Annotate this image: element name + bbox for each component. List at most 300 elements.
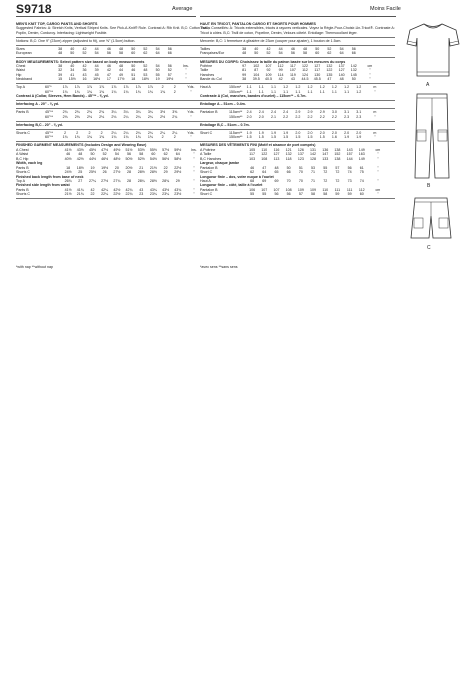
row-label: Poitrine — [200, 63, 213, 68]
row-value: 42 — [82, 63, 87, 68]
row-value: 57 — [335, 165, 340, 170]
table-divider — [16, 45, 211, 46]
row-value: 39 — [94, 68, 99, 73]
yardage-value: 1.1 — [246, 85, 252, 90]
row-value: 54 — [114, 152, 119, 157]
yardage-value: 1.5 — [319, 135, 325, 140]
row-value: 17½ — [117, 77, 125, 82]
notions-text: Mercerie: B,C: 1 fermeture à glissière de 23cm (couper pour ajuster), 1 bouton de 1.5cm. — [200, 38, 342, 43]
yardage-value: 3¼ — [147, 110, 153, 115]
row-value: 123 — [297, 156, 304, 161]
euro-value: 56 — [106, 51, 111, 56]
yardage-fabric-width: 60"** — [45, 135, 54, 140]
row-value: 48 — [274, 165, 279, 170]
yardage-value: 1¾ — [111, 135, 117, 140]
interfacingBC-text: Entoilage B,C – 51cm – 0.7m. — [200, 122, 250, 127]
row-unit: " — [185, 72, 187, 77]
row-value: 42½ — [76, 156, 84, 161]
row-unit: " — [185, 77, 187, 82]
table-divider — [200, 45, 395, 46]
row-value: 109 — [310, 187, 317, 192]
row-value: 70 — [286, 179, 291, 184]
row-value: 36 — [82, 68, 87, 73]
row-label: Taille — [200, 68, 209, 73]
row-value: 27½ — [101, 179, 109, 184]
table-divider — [16, 108, 211, 109]
yardage-value: 1⅞ — [99, 85, 105, 90]
yardage-value: 1⅞ — [86, 85, 92, 90]
row-value: 32 — [58, 68, 63, 73]
yardage-value: 1.5 — [258, 135, 264, 140]
row-value: 127 — [338, 68, 345, 73]
row-value: 68 — [250, 179, 255, 184]
row-value: 54 — [155, 63, 160, 68]
title-text: MEN'S KNIT TOP, CARGO PANTS AND SHORTS — [16, 22, 98, 26]
row-value: 142 — [350, 63, 357, 68]
sizes-value: 54 — [339, 47, 344, 51]
yardage-value: 1.2 — [319, 85, 325, 90]
row-value: 157 — [346, 152, 353, 157]
row-unit: Ins. — [190, 147, 197, 152]
row-value: 122 — [326, 68, 333, 73]
euro-value: 62 — [327, 51, 332, 56]
row-value: 44.5 — [301, 77, 309, 82]
row-label: A Waist — [16, 152, 29, 157]
row-unit: " — [377, 192, 379, 197]
euro-value: 62 — [143, 51, 148, 56]
sketch-pants-b — [414, 92, 450, 180]
row-value: 27½ — [113, 170, 121, 175]
row-value: 42 — [106, 68, 111, 73]
row-value: 103 — [249, 156, 256, 161]
euro-label: European — [16, 51, 32, 56]
row-value: 52 — [102, 152, 107, 157]
row-value: 133 — [322, 156, 329, 161]
yardage-value: 3¼ — [111, 110, 117, 115]
row-value: 18 — [66, 165, 71, 170]
yardage-value: 2 — [173, 85, 176, 90]
row-value: 114 — [277, 72, 284, 77]
row-value: 70 — [298, 179, 303, 184]
row-value: 50 — [131, 63, 136, 68]
row-value: 43¾ — [174, 187, 182, 192]
row-value: 45½ — [88, 147, 96, 152]
yardage-value: 2.0 — [246, 114, 252, 119]
row-value: 40½ — [64, 156, 72, 161]
yardage-value: 1¾ — [135, 135, 141, 140]
row-value: 53 — [311, 165, 316, 170]
row-value: 51 — [298, 165, 303, 170]
yardage-value: 1¾ — [160, 89, 166, 94]
yardage-unit: " — [190, 114, 192, 119]
yardage-value: 1¾ — [62, 89, 68, 94]
row-value: 23½ — [174, 192, 182, 197]
yardage-value: 1¾ — [123, 89, 129, 94]
row-label: Hip — [16, 72, 22, 77]
row-value: 53½ — [137, 147, 145, 152]
sizes-value: 44 — [94, 47, 99, 51]
row-value: 29½ — [174, 170, 182, 175]
row-value: 47 — [327, 77, 332, 82]
euro-value: 66 — [351, 51, 356, 56]
yardage-value: 3.0 — [331, 110, 337, 115]
row-value: 16 — [82, 77, 87, 82]
row-value: 42 — [278, 77, 283, 82]
euro-value: 50 — [70, 51, 75, 56]
euro-value: 50 — [254, 51, 259, 56]
table-divider — [16, 37, 211, 38]
table-divider — [200, 57, 395, 58]
yardage-value: 2 — [161, 85, 164, 90]
row-value: 54½ — [149, 156, 157, 161]
yardage-value: 2¼ — [147, 114, 153, 119]
row-value: 47 — [106, 72, 111, 77]
yardage-unit: " — [374, 114, 376, 119]
row-value: 72 — [335, 170, 340, 175]
row-value: 87 — [254, 68, 259, 73]
row-value: 22¼ — [101, 192, 109, 197]
row-value: 109 — [297, 187, 304, 192]
yardage-fabric-width: 150cm* — [229, 85, 242, 90]
row-value: 112 — [358, 187, 365, 192]
row-value: 59 — [347, 192, 352, 197]
row-value: 111 — [346, 187, 353, 192]
row-value: 107 — [265, 63, 272, 68]
sizes-value: 56 — [351, 47, 356, 51]
yardage-value: 2 — [173, 135, 176, 140]
row-label: Bande du Col — [200, 77, 222, 82]
yardage-fabric-width: 115cm** — [229, 110, 243, 115]
row-value: 41½ — [64, 187, 72, 192]
table-divider — [16, 57, 211, 58]
row-value: 28 — [127, 170, 132, 175]
sizes-value: 40 — [254, 47, 259, 51]
suggested-text: Suggested Fabrics: A: Stretch Knits, Vertical Striped Knits. See Pick-A-Knit® Rule. Contrast A: Rib Knit. B,C: Cotton Twill, Poplin, Denim, Corduroy. Interfacing: Lightweight Fusible. — [16, 26, 209, 35]
row-value: 56½ — [162, 156, 170, 161]
sizes-label: Tailles — [200, 47, 210, 51]
row-value: 21 — [139, 165, 144, 170]
yardage-value: 2 — [76, 130, 79, 135]
yardage-value: 2¼ — [123, 130, 129, 135]
yardage-value: 2.1 — [270, 114, 276, 119]
header-rule-fr — [200, 16, 396, 17]
sketch-shorts-c — [410, 196, 452, 242]
yardage-value: 1.2 — [356, 89, 362, 94]
sizes-value: 42 — [82, 47, 87, 51]
row-value: 99 — [242, 72, 247, 77]
yardage-row — [200, 115, 395, 119]
row-value: 50 — [286, 165, 291, 170]
row-label: Short C — [200, 192, 213, 197]
yardage-value: 2.2 — [319, 114, 325, 119]
yardage-value: 1.5 — [283, 135, 289, 140]
yardage-value: 3¼ — [123, 110, 129, 115]
row-value: 21½ — [64, 192, 72, 197]
row-value: 22 — [90, 192, 95, 197]
row-value: 116 — [273, 147, 280, 152]
yardage-value: 1.1 — [295, 89, 301, 94]
yardage-value: 1⅞ — [123, 85, 129, 90]
yardage-value: 1.9 — [246, 130, 252, 135]
row-label: Haut A — [200, 179, 211, 184]
euro-label: Françaises/Eur — [200, 51, 225, 56]
row-unit: " — [193, 165, 195, 170]
row-label: Pants B — [16, 187, 29, 192]
row-value: 48½ — [113, 156, 121, 161]
row-value: 45.5 — [313, 77, 321, 82]
row-value: 46 — [66, 152, 71, 157]
table-row — [16, 157, 211, 161]
french-chart — [200, 22, 395, 200]
row-value: 28 — [127, 179, 132, 184]
yardage-value: 1.1 — [283, 89, 289, 94]
table-divider — [16, 198, 211, 199]
yardage-value: 2¾ — [62, 110, 68, 115]
table-divider — [16, 141, 211, 142]
row-value: 81 — [242, 68, 247, 73]
row-value: 110 — [322, 187, 329, 192]
row-unit: " — [377, 170, 379, 175]
yardage-spacer — [200, 115, 229, 119]
yardage-fabric-width: 150cm** — [229, 114, 243, 119]
row-value: 58 — [139, 152, 144, 157]
yardage-value: 1.1 — [319, 89, 325, 94]
row-value: 25½ — [88, 170, 96, 175]
row-value: 108 — [285, 187, 292, 192]
yardage-value: 1⅞ — [111, 85, 117, 90]
row-value: 51 — [131, 72, 136, 77]
euro-value: 66 — [167, 51, 172, 56]
row-value: 56 — [286, 192, 291, 197]
row-value: 29 — [163, 170, 168, 175]
yardage-value: 2.3 — [344, 114, 350, 119]
row-value: 17 — [106, 77, 111, 82]
row-value: 69 — [262, 179, 267, 184]
yardage-value: 2.9 — [307, 110, 313, 115]
table-row — [16, 192, 211, 196]
yardage-value: 1.1 — [331, 89, 337, 94]
row-value: 128 — [310, 156, 317, 161]
row-value: 22½ — [174, 165, 182, 170]
row-value: 137 — [338, 63, 345, 68]
row-value: 43 — [290, 77, 295, 82]
row-value: 42¾ — [125, 187, 133, 192]
row-value: 42 — [90, 187, 95, 192]
euro-value: 48 — [242, 51, 247, 56]
row-label: Pants B — [16, 165, 29, 170]
yardage-value: 1.9 — [356, 135, 362, 140]
sizes-value: 38 — [242, 47, 247, 51]
row-value: 19 — [155, 77, 160, 82]
yardage-value: 1⅞ — [62, 85, 68, 90]
yardage-value: 1.9 — [283, 130, 289, 135]
row-value: 132 — [326, 63, 333, 68]
row-value: 15 — [58, 77, 63, 82]
row-value: 71 — [311, 170, 316, 175]
yardage-value: 2.0 — [307, 130, 313, 135]
yardage-unit: " — [374, 89, 376, 94]
row-label: Pantalon B — [200, 165, 218, 170]
yardage-value: 1.2 — [356, 85, 362, 90]
yardage-row — [16, 135, 211, 139]
interfacingBC-text: Interfacing B,C - 20" - ⅜ yd. — [16, 122, 63, 127]
row-value: 23¼ — [162, 192, 170, 197]
row-value: 57 — [167, 72, 172, 77]
yardage-view-label: Short C — [200, 130, 213, 135]
row-value: 26¾ — [64, 179, 72, 184]
row-value: 92 — [266, 68, 271, 73]
table-divider — [200, 141, 395, 142]
yardage-value: 2⅛ — [111, 114, 117, 119]
row-value: 106 — [249, 187, 256, 192]
header-rule-en — [16, 16, 196, 17]
sizes-value: 56 — [167, 47, 172, 51]
row-value: 59 — [335, 192, 340, 197]
row-value: 127 — [314, 63, 321, 68]
row-value: 55 — [323, 165, 328, 170]
table-divider — [16, 100, 211, 101]
yardage-value: 2¾ — [86, 110, 92, 115]
row-value: 19½ — [166, 77, 174, 82]
row-value: 57½ — [162, 147, 170, 152]
row-value: 127 — [273, 152, 280, 157]
row-value: 50½ — [125, 156, 133, 161]
row-value: 144 — [346, 156, 353, 161]
row-value: 124 — [302, 72, 309, 77]
yardage-value: 1¾ — [111, 89, 117, 94]
row-value: 75 — [359, 170, 364, 175]
yardage-value: 1¾ — [62, 135, 68, 140]
yardage-value: 2.4 — [283, 110, 289, 115]
yardage-value: 2¼ — [123, 114, 129, 119]
yardage-value: 1¾ — [99, 89, 105, 94]
table-divider — [200, 198, 395, 199]
yardage-value: 2.2 — [295, 114, 301, 119]
yardage-value: 2.0 — [319, 130, 325, 135]
row-value: 27¾ — [113, 179, 121, 184]
sizes-value: 46 — [106, 47, 111, 51]
row-value: 66 — [286, 170, 291, 175]
row-value: 50 — [155, 68, 160, 73]
row-value: 43¼ — [149, 187, 157, 192]
back-length-text: Longueur finie – dos, votre nuque à l'ourlet — [200, 174, 274, 179]
row-value: 112 — [277, 63, 284, 68]
row-value: 122 — [302, 63, 309, 68]
row-value: 109 — [265, 72, 272, 77]
row-value: 74 — [359, 179, 364, 184]
yardage-unit: m — [373, 130, 377, 135]
row-value: 117 — [249, 152, 255, 157]
row-unit: cm — [375, 187, 381, 192]
row-value: 16½ — [93, 77, 101, 82]
yardage-value: 1⅞ — [135, 85, 141, 90]
row-value: 41 — [70, 72, 75, 77]
yardage-value: 1.1 — [307, 89, 313, 94]
row-value: 23 — [139, 192, 144, 197]
sizes-value: 46 — [290, 47, 295, 51]
yardage-value: 2¾ — [74, 110, 80, 115]
difficulty-label-en: Average — [172, 6, 193, 12]
yardage-value: 1¾ — [135, 89, 141, 94]
row-label: A Poitrine — [200, 147, 216, 152]
title-text: HAUT EN TRICOT, PANTALON CARGO ET SHORTS POUR HOMMES — [200, 22, 316, 26]
row-value: 50 — [90, 152, 95, 157]
yardage-value: 2.0 — [258, 114, 264, 119]
row-label: Top A — [16, 179, 25, 184]
row-value: 137 — [297, 152, 304, 157]
row-value: 69 — [274, 179, 279, 184]
sizes-value: 54 — [155, 47, 160, 51]
table-divider — [200, 37, 395, 38]
yardage-value: 1¾ — [86, 135, 92, 140]
row-value: 118 — [285, 156, 292, 161]
width-leg-text: Width, each leg — [16, 161, 43, 166]
cargo-pants-sketch — [414, 92, 450, 180]
row-value: 73 — [347, 179, 352, 184]
yardage-value: 2.4 — [258, 110, 264, 115]
row-value: 21¾ — [76, 192, 84, 197]
row-value: 107 — [273, 187, 280, 192]
row-label: Neckband — [16, 77, 33, 82]
row-value: 46 — [131, 68, 136, 73]
row-value: 50 — [351, 77, 356, 82]
sizes-value: 40 — [70, 47, 75, 51]
row-value: 57 — [298, 192, 303, 197]
sizes-label: Sizes — [16, 47, 25, 51]
row-value: 53 — [143, 72, 148, 77]
row-label: Pantalon B — [200, 187, 218, 192]
row-value: 49½ — [113, 147, 121, 152]
row-value: 72 — [335, 179, 340, 184]
yardage-spacer — [200, 135, 229, 139]
sketch-label-b: B — [427, 183, 431, 189]
row-value: 113 — [273, 156, 280, 161]
sizes-value: 52 — [327, 47, 332, 51]
yardage-value: 1.1 — [270, 85, 276, 90]
sizes-value: 50 — [315, 47, 320, 51]
row-value: 56 — [167, 63, 172, 68]
cargo-shorts-sketch — [410, 196, 452, 242]
row-value: 47 — [262, 165, 267, 170]
row-value: 149 — [358, 156, 365, 161]
row-unit: " — [377, 152, 379, 157]
row-label: Chest — [16, 63, 26, 68]
euro-value: 64 — [155, 51, 160, 56]
row-value: 21½ — [149, 165, 157, 170]
interfacingA-text: Interfacing A - 20" - ⅛ yd. — [16, 102, 59, 107]
yardage-value: 1⅞ — [74, 85, 80, 90]
table-row — [200, 192, 395, 196]
row-value: 45 — [94, 72, 99, 77]
yardage-value: 2½ — [160, 114, 166, 119]
row-value: 65 — [274, 170, 279, 175]
yardage-unit: " — [190, 135, 192, 140]
sizes-value: 44 — [278, 47, 283, 51]
yardage-fabric-width: 45"** — [45, 130, 54, 135]
row-unit: " — [377, 179, 379, 184]
row-value: 58½ — [174, 156, 182, 161]
row-value: 19½ — [101, 165, 109, 170]
euro-value: 64 — [339, 51, 344, 56]
yardage-fabric-width: 60"* — [45, 85, 52, 90]
table-divider — [200, 129, 395, 130]
euro-value: 56 — [290, 51, 295, 56]
row-value: 62 — [250, 170, 255, 175]
contrastA-text: Contrast A (Collar, Sleeves, Hem Bands) - 45"** - ⅝ yd. — [16, 94, 109, 99]
yardage-value: 2.0 — [331, 130, 337, 135]
row-value: 163 — [358, 152, 365, 157]
row-value: 105 — [249, 147, 256, 152]
